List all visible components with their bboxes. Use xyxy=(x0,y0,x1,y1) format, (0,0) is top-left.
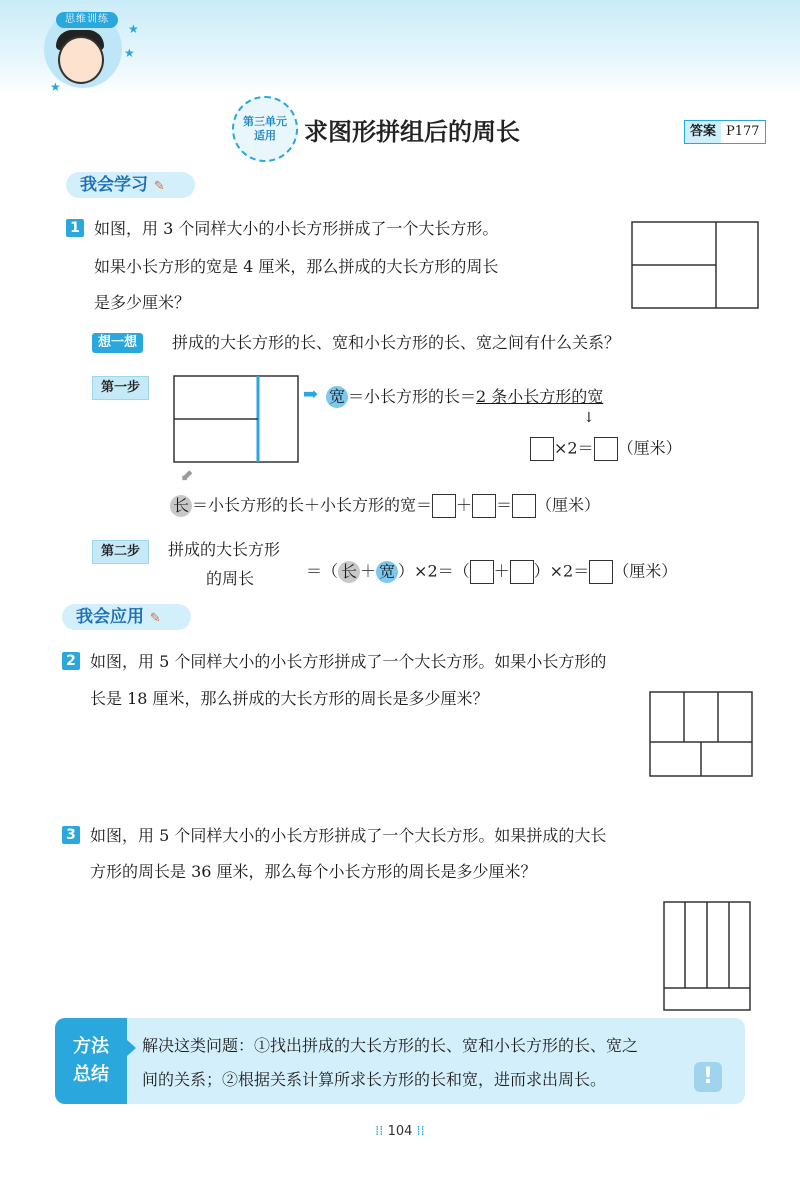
think-text: 拼成的大长方形的长、宽和小长方形的长、宽之间有什么关系？ xyxy=(172,333,621,352)
q1-line3: 是多少厘米？ xyxy=(94,293,191,312)
section-apply-label: 我会应用 xyxy=(76,607,144,627)
q1-line2: 如果小长方形的宽是 4 厘米，那么拼成的大长方形的周长 xyxy=(94,257,499,276)
mascot-face xyxy=(58,36,104,84)
unit-text: （厘米） xyxy=(613,561,678,581)
kuan-circle: 宽 xyxy=(326,386,348,408)
pencil-icon: ✎ xyxy=(149,611,161,626)
f-open: ＝（ xyxy=(306,561,339,581)
answer-box[interactable] xyxy=(472,494,496,518)
step2-formula xyxy=(306,560,677,584)
chang-circle: 长 xyxy=(338,561,360,583)
method-line1: 解决这类问题：①找出拼成的大长方形的长、宽和小长方形的长、宽之 xyxy=(142,1036,639,1055)
unit-text: （厘米） xyxy=(536,495,601,515)
chang-rest: ＝小长方形的长＋小长方形的宽＝ xyxy=(192,495,433,515)
think-tag: 想一想 xyxy=(92,333,143,353)
q2-line2: 长是 18 厘米，那么拼成的大长方形的周长是多少厘米？ xyxy=(90,689,489,708)
page-number-row xyxy=(0,1124,800,1139)
step1-figure xyxy=(172,374,300,464)
step2-text1: 拼成的大长方形 xyxy=(168,540,281,559)
step1-mult-line xyxy=(530,437,682,461)
answer-label: 答案 xyxy=(685,121,721,143)
q2-figure xyxy=(648,690,754,778)
answer-box[interactable] xyxy=(510,560,534,584)
section-learn-label: 我会学习 xyxy=(80,175,148,195)
f-plus2: ＋ xyxy=(493,561,510,581)
step2-text2: 的周长 xyxy=(206,569,255,588)
arrow-down-icon: ↓ xyxy=(583,410,595,426)
f-plus: ＋ xyxy=(360,561,377,581)
section-learn xyxy=(66,172,195,198)
question-number: 3 xyxy=(62,826,80,844)
right-deco-icon: ⁞⁞ xyxy=(416,1124,425,1139)
mult-text: ×2＝ xyxy=(554,438,594,458)
step1-chang-line xyxy=(170,494,600,518)
f-close: ）×2＝（ xyxy=(398,561,470,581)
left-deco-icon: ⁞⁞ xyxy=(375,1124,384,1139)
question-number: 1 xyxy=(66,219,84,237)
answer-box[interactable] xyxy=(512,494,536,518)
answer-box[interactable] xyxy=(594,437,618,461)
star-icon: ★ xyxy=(50,80,61,94)
answer-box[interactable] xyxy=(589,560,613,584)
unit-badge: 第三单元 适用 xyxy=(232,96,298,162)
tag-pointer xyxy=(127,1040,136,1056)
step1-tag: 第一步 xyxy=(92,376,149,400)
unit-text: （厘米） xyxy=(617,438,682,458)
answer-reference xyxy=(684,120,766,144)
answer-box[interactable] xyxy=(432,494,456,518)
arrow-down-left-icon: ⬋ xyxy=(180,466,194,485)
badge-label: 思维训练 xyxy=(56,12,118,28)
arrow-right-icon: ➡ xyxy=(303,384,319,405)
method-summary xyxy=(55,1018,745,1104)
answer-box[interactable] xyxy=(470,560,494,584)
chang-circle: 长 xyxy=(170,495,192,517)
step2-tag: 第二步 xyxy=(92,540,149,564)
q3-line2: 方形的周长是 36 厘米，那么每个小长方形的周长是多少厘米？ xyxy=(90,862,537,881)
answer-page: P177 xyxy=(726,124,760,139)
exclamation-icon: ! xyxy=(694,1062,722,1092)
q2-line1: 如图，用 5 个同样大小的小长方形拼成了一个大长方形。如果小长方形的 xyxy=(90,652,607,671)
q1-figure xyxy=(630,220,760,310)
step1-kuan-line xyxy=(326,386,603,408)
page-number: 104 xyxy=(387,1124,413,1139)
kuan-rest: ＝小长方形的长＝ xyxy=(348,387,477,406)
method-line2: 间的关系；②根据关系计算所求长方形的长和宽，进而求出周长。 xyxy=(142,1070,607,1089)
star-icon: ★ xyxy=(124,46,135,60)
star-icon: ★ xyxy=(128,22,139,36)
pencil-icon: ✎ xyxy=(153,179,165,194)
method-tag: 方法 总结 xyxy=(55,1018,127,1104)
section-apply xyxy=(62,604,191,630)
page-title: 求图形拼组后的周长 xyxy=(304,118,520,146)
q1-line1: 如图，用 3 个同样大小的小长方形拼成了一个大长方形。 xyxy=(94,219,499,238)
f-close2: ）×2＝ xyxy=(533,561,590,581)
equals-sign: ＝ xyxy=(496,495,513,515)
question-number: 2 xyxy=(62,652,80,670)
q3-line1: 如图，用 5 个同样大小的小长方形拼成了一个大长方形。如果拼成的大长 xyxy=(90,826,607,845)
answer-box[interactable] xyxy=(530,437,554,461)
q3-figure xyxy=(662,900,752,1012)
kuan-circle: 宽 xyxy=(376,561,398,583)
plus-sign: ＋ xyxy=(456,495,473,515)
kuan-underlined: 2 条小长方形的宽 xyxy=(476,387,604,406)
